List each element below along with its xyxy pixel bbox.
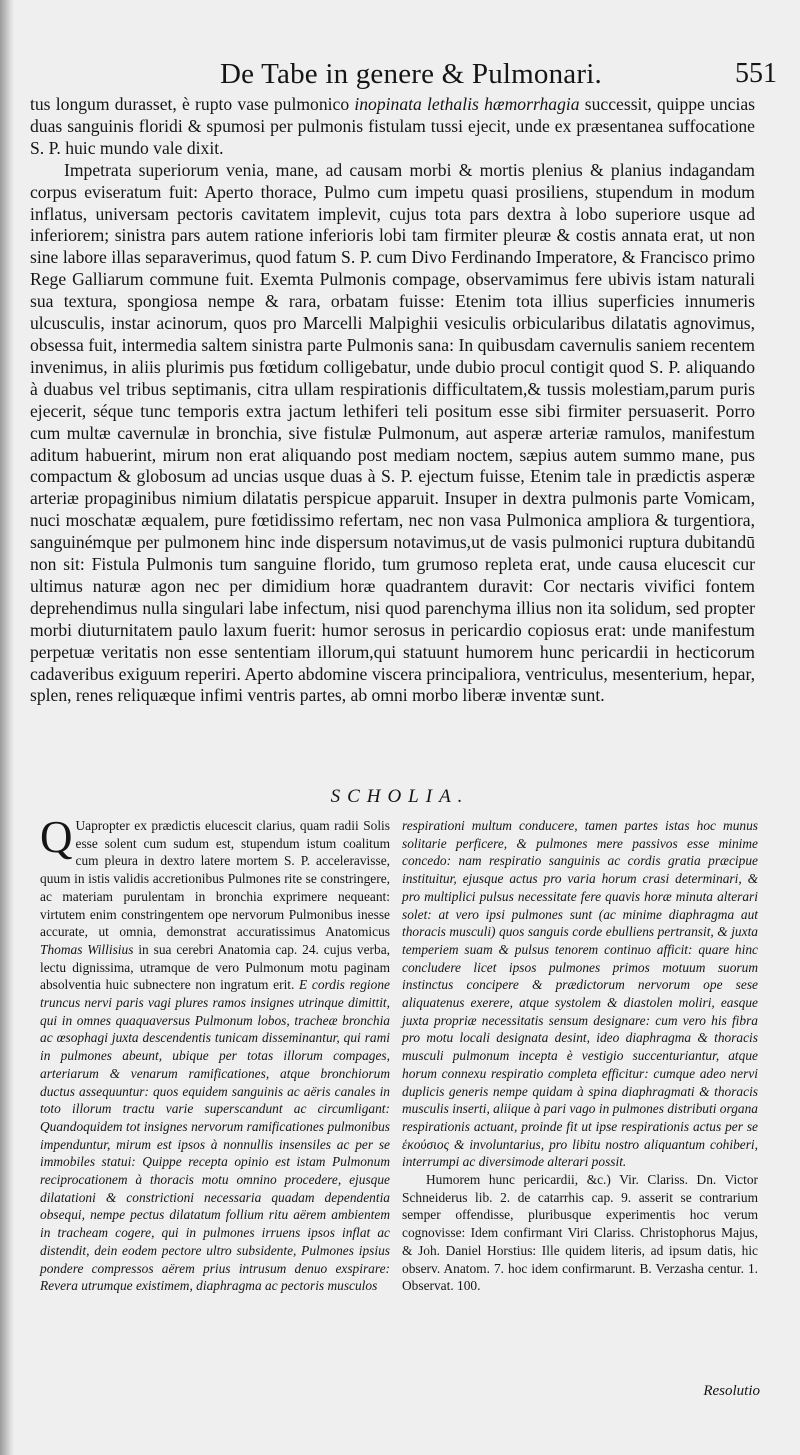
page-header (40, 58, 785, 98)
main-text (30, 94, 755, 707)
page-number: 551 (735, 58, 777, 89)
catchword: Resolutio (703, 1383, 760, 1399)
willis-quote: E cordis regione truncus nervi paris vagi plures ramos insignes utrinque dimittit, qui in omnes quaquaversus Pulmonum lobos, tracheæ bronchia ac œsophagi juxta descendentis tunicam disseminantur, qui rami in pulmones abeunt, ubique per totas illorum compages, arteriarum & venarum ramificationes, atque bronchiorum ductus assequuntur: quos equidem sanguinis ac aëris canales in toto illorum tractu varie superscandunt ac circumligant: Quandoquidem tot insignes nervorum ramificationes pulmonibus impenduntur, mirum est ipsos à nonnullis insensiles ac per se immobiles statui: Quippe recepta opinio est istam Pulmonum reciprocationem à thoracis motu omnino procedere, ejusque dilatationi & constrictioni necessaria quadam dependentia obsequi, nempe pectus dilatatum follium ritu aërem ambientem in tracheam cogere, qui in pulmones irruens ipsos inflat ac distendit, dein eodem pectore ultro subsidente, Pulmones ipsius pondere compressos aërem prius intrusum denuo exspirare: Revera utrumque existimem, diaphragma ac pectoris musculos (40, 977, 390, 1294)
running-title: De Tabe in genere & Pulmonari. (220, 58, 602, 90)
emphasis: inopinata lethalis hæmorrhagia (354, 94, 580, 114)
paragraph-2: Impetrata superiorum venia, mane, ad causam morbi & mortis plenius & planius indagandam corpus eviseratum fuit: Aperto thorace, Pulmo cum impetu quasi prosiliens, stupendum in modum inflatus, universam pectoris cavitatem implevit, cujus tota pars dextra à lobo superiore usque ad inferiorem; sinistra pars autem ratione inferioris lobi tam firmiter pleuræ & costis annata erat, ut non sine labore illas separaverimus, quod fatum S. P. cum Divo Ferdinando Imperatore, & Francisco primo Rege Galliarum commune fuit. Exemta Pulmonis compage, observamimus fere ubivis istam naturali sua textura, spongiosa nempe & rara, orbatam fuisse: Etenim tota illius superficies innumeris ulcusculis, instar acinorum, quos pro Marcelli Malpighii vesiculis orbicularibus dilatatis agnovimus, obsessa fuit, intermedia saltem sinistra parte Pulmonis sana: In quibusdam cavernulis saniem recentem invenimus, in aliis plurimis pus fœtidum colligebatur, unde dubio procul contigit quod S. P. aliquando à duabus vel tribus septimanis, citra ullam respirationis difficultatem,& tussis molestiam,parum puris ejecerit, séque tunc temporis extra jactum lethiferi teli positum esse sibi firmiter persuaserit. Porro cum multæ cavernulæ in bronchia, sive fistulæ Pulmonum, aut asperæ arteriæ ramulos, manifestum aditum habuerint, mirum non erat aliquando post mediam noctem, sæpius autem summo mane, pus compactum & globosum ad uncias usque duas à S. P. ejectum fuisse, Etenim tale in prædictis asperæ arteriæ propaginibus nimium dilatatis perspicue apparuit. Insuper in dextra pulmonis parte Vomicam, nuci moschatæ æqualem, pure fœtidissimo refertam, nec non vasa Pulmonica ampliora & turgentiora, sanguinémque per pulmonem hinc inde dispersum notavimus,ut de vasis pulmonici ruptura dubitandū non sit: Fistula Pulmonis tum sanguine florido, tum grumoso repleta erat, unde causa elucescit cur ultimus naturæ agon nec per dimidium horæ quadrantem duravit: Cor nectaris vivifici fontem deprehendimus nulla singulari labe infectum, nisi quod parenchyma illius non ita solidum, sed propter morbi diuturnitatem paulo laxum fuerit: humor serosus in pericardio copiosus erat: unde manifestum perpetuæ veritatis non esse sententiam illorum,qui statuunt humorem hunc pericardii in hecticorum cadaveribus exiguum reperiri. Aperto abdomine viscera principaliora, ventriculus, mesenterium, hepar, splen, renes reliquæque infimi ventris partes, ab omni morbo liberæ inventæ sunt. (30, 159, 755, 706)
scholia-right-column (402, 817, 758, 1295)
scholia-heading: SCHOLIA. (330, 786, 470, 807)
willis-quote-continued: respirationi multum conducere, tamen partes istas hoc munus solitarie perficere, & pulmones mere passivos esse minime concedo: nam respiratio sanguinis ac cordis gratia præcipue instituitur, ejusque actus pro varia horum crasi determinari, & pro multiplici pulsus necessitate fere quavis horæ minuta alterari solet: at vero ipsi pulmones sunt (ac minime diaphragma aut thoracis musculi) quos sanguis corde ebulliens pertransit, & juxta temperiem suam & pulsus tenorem continuo afficit: quare hinc concludere licet ipsos pulmones primos motuum suorum instinctus concipere & prædictorum nervorum ope sese aliquatenus exerere, atque systolem & diastolen moliri, easque juxta propriæ necessitatis sensum designare: cum vero his fibra pro motu locali designata desint, ideo diaphragma & thoracis musculi pulmonum incepta è vestigio succenturiantur, atque horum connexu respiratio completa efficitur: cumque adeo nervi duplicis generis nempe quidam à spina diaphragmati & thoracis musculis inserti, aliique à pari vago in pulmones distributi organa respirationis actuant, proinde fit ut ipse respirationis actus per se ἑκούσιος & involuntarius, pro libitu nostro aliquantum cohiberi, interrumpi ac diversimode alterari possit. (402, 818, 758, 1170)
binding-shadow (0, 0, 14, 1455)
drop-cap: Q (40, 812, 73, 862)
note-pericardium: Humorem hunc pericardii, &c.) Vir. Clariss. Dn. Victor Schneiderus lib. 2. de catarrhis cap. 9. asserit se contrarium semper offendisse, pluribusque experimentis hoc verum cognovisse: Idem confirmant Viri Clariss. Christophorus Majus, & Joh. Daniel Horstius: Ille quidem literis, ad ipsum datis, hic observ. Anatom. 7. hoc idem confirmarunt. B. Verzasha centur. 1. Observat. 100. (402, 1172, 758, 1294)
scholia-left-column: Q Uapropter ex prædictis elucescit clarius, quam radii Solis esse solent cum sudum est, stupendum istum coalitum cum pleura in dextro latere mortem S. P. acceleravisse, quum in istis validis accretionibus Pulmones rite se constringere, ac materiam purulentam in bronchia exprimere nequeant: virtutem enim constringentem ope nervorum Pulmonibus inesse accurate, ut omnia, demonstrat accuratissimus Anatomicus Thomas Willisius in sua cerebri Anatomia cap. 24. cujus verba, lectu dignissima, utramque de vero Pulmonum motu paginam absolventia huic subnectere non ingratum erit. E cordis regione truncus nervi paris vagi plures ramos insignes utrinque dimittit, qui in omnes quaquaversus Pulmonum lobos, tracheæ bronchia ac œsophagi juxta descendentis tunicam disseminantur, qui rami in pulmones abeunt, ubique per totas illorum compages, arteriarum & venarum ramificationes, atque bronchiorum ductus assequuntur: quos equidem sanguinis ac aëris canales in toto illorum tractu varie superscandunt ac circumligant: Quandoquidem tot insignes nervorum ramificationes pulmonibus impenduntur, mirum est ipsos à nonnullis insensiles ac per se immobiles statui: Quippe recepta opinio est istam Pulmonum reciprocationem à thoracis motu omnino procedere, ejusque dilatationi & constrictioni necessaria quadam dependentia obsequi, nempe pectus dilatatum follium ritu aërem ambientem in tracheam cogere, qui in pulmones irruens ipsos inflat ac distendit, dein eodem pectore ultro subsidente, Pulmones ipsius pondere compressos aërem prius intrusum denuo exspirare: Revera utrumque existimem, diaphragma ac pectoris musculos (40, 812, 390, 1294)
paragraph-1: tus longum durasset, è rupto vase pulmonico inopinata lethalis hæmorrhagia successit, quippe uncias duas sanguinis floridi & spumosi per pulmonis fistulam tussi ejecit, unde ex præsentanea suffocatione S. P. huic mundo vale dixit. (30, 94, 756, 158)
author-name: Thomas Willisius (40, 941, 134, 957)
